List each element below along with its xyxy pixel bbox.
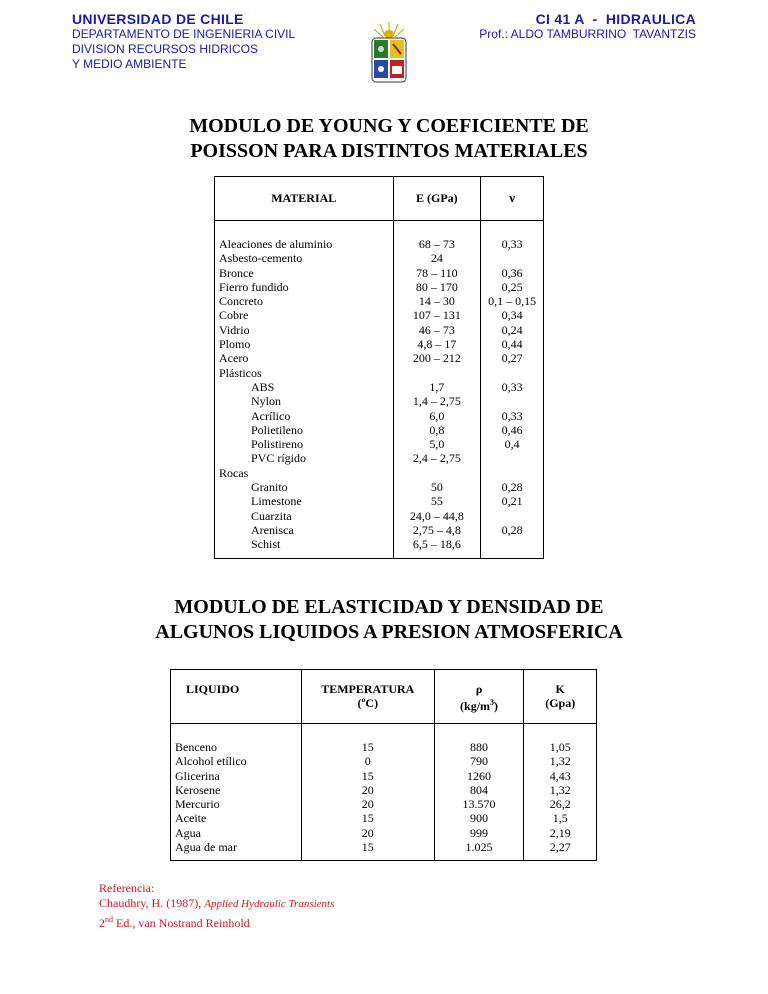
young-modulus-value [394, 366, 481, 380]
division-name: DIVISION RECURSOS HIDRICOS [72, 42, 259, 56]
material-name: Plásticos [219, 365, 262, 380]
poisson-value: 0,4 [504, 437, 520, 452]
bulk-modulus-value: 1,5 [552, 811, 568, 826]
poisson-value: 0,28 [501, 522, 523, 537]
poisson-value: 0,27 [501, 351, 523, 366]
col-header-material: MATERIAL [215, 177, 394, 221]
poisson-value: 0,46 [501, 422, 523, 437]
young-modulus-value: 5,0 [429, 437, 445, 452]
young-modulus-value: 68 – 73 [418, 237, 455, 251]
young-modulus-value: 24 [430, 251, 443, 266]
temperature-value: 20 [361, 797, 374, 812]
young-modulus-table [214, 176, 544, 559]
poisson-value [481, 451, 543, 465]
environment-name: Y MEDIO AMBIENTE [72, 57, 187, 71]
poisson-value: 0,24 [501, 322, 523, 337]
material-name: Acrílico [251, 408, 291, 423]
reference-label: Referencia: [99, 881, 155, 895]
table2-title-line2: ALGUNOS LIQUIDOS A PRESION ATMOSFERICA [155, 621, 623, 643]
temperature-value: 15 [361, 840, 374, 855]
poisson-value: 0,33 [501, 237, 523, 251]
header-left [72, 11, 296, 72]
course-code: CI 41 A - HIDRAULICA [535, 11, 696, 27]
young-modulus-value: 1,7 [429, 379, 445, 394]
young-modulus-value [394, 466, 481, 480]
col-header-bulk-modulus [524, 670, 597, 724]
professor-name: Prof.: ALDO TAMBURRINO TAVANTZIS [479, 27, 696, 41]
density-unit: $(kg/m^3)$ [460, 698, 499, 714]
poisson-value: 0,33 [501, 379, 523, 394]
material-name: Polistireno [251, 437, 304, 452]
density-value: 804 [470, 782, 489, 797]
poisson-value: 0,25 [501, 279, 523, 294]
bulk-modulus-value: 4,43 [549, 768, 571, 783]
poisson-value [481, 509, 543, 523]
density-value: 13.570 [462, 797, 496, 812]
young-modulus-value: 24,0 – 44,8 [409, 508, 464, 523]
density-value: 900 [470, 811, 489, 826]
density-value: 1.025 [465, 840, 493, 855]
bulk-modulus-value: 2,19 [549, 825, 571, 840]
liquid-name: Benceno [175, 740, 217, 754]
poisson-value: 0,21 [501, 494, 523, 509]
poisson-value: 0,28 [501, 480, 523, 495]
poisson-value [481, 394, 543, 408]
bulk-modulus-value: 1,32 [549, 754, 571, 769]
poisson-value: 0,44 [501, 337, 523, 352]
table1-title [0, 114, 768, 164]
young-modulus-value: 0,8 [429, 422, 445, 437]
material-name: Acero [219, 351, 249, 366]
table1-nu-col [481, 221, 544, 559]
poisson-value [481, 466, 543, 480]
liquid-name: Glicerina [175, 768, 220, 783]
bulk-modulus-value: 1,32 [549, 782, 571, 797]
liquids-table [170, 669, 597, 861]
young-modulus-value: 2,75 – 4,8 [412, 522, 461, 537]
table2-density-col [434, 724, 524, 861]
reference-book-title: Applied Hydraulic Transients [204, 898, 335, 910]
table1-title-line2: POISSON PARA DISTINTOS MATERIALES [190, 140, 588, 162]
reference-block [99, 881, 334, 931]
poisson-value [481, 366, 543, 380]
material-name: Asbesto-cemento [219, 251, 303, 266]
poisson-value [481, 537, 543, 551]
material-name: Vidrio [219, 322, 250, 337]
temperature-value: 20 [361, 825, 374, 840]
poisson-value: 0,34 [501, 308, 523, 323]
poisson-value [481, 251, 543, 265]
material-name: ABS [251, 379, 275, 394]
material-name: Concreto [219, 294, 263, 309]
young-modulus-value: 107 – 131 [412, 308, 461, 323]
young-modulus-value: 6,5 – 18,6 [412, 537, 461, 552]
young-modulus-value: 200 – 212 [412, 351, 461, 366]
density-value: 790 [470, 754, 489, 769]
young-modulus-value: 14 – 30 [418, 294, 455, 309]
university-name: UNIVERSIDAD DE CHILE [72, 11, 244, 27]
bulk-modulus-value: 2,27 [549, 840, 571, 855]
liquid-name: Alcohol etílico [175, 754, 247, 769]
col-header-e: E (GPa) [393, 177, 481, 221]
liquid-name: Kerosene [175, 782, 221, 797]
table2-title [0, 595, 768, 645]
temperature-value: 0 [364, 754, 371, 769]
temperature-label: TEMPERATURA [321, 682, 415, 696]
young-modulus-value: 6,0 [429, 408, 445, 423]
material-name: Plomo [219, 337, 251, 352]
poisson-value: 0,33 [501, 408, 523, 423]
col-header-nu: ν [481, 177, 544, 221]
young-modulus-value: 2,4 – 2,75 [412, 451, 461, 466]
department-name: DEPARTAMENTO DE INGENIERIA CIVIL [72, 27, 296, 41]
young-modulus-value: 46 – 73 [418, 322, 455, 337]
material-name: Cobre [219, 308, 249, 323]
liquid-name: Mercurio [175, 797, 220, 812]
col-header-liquid: LIQUIDO [171, 670, 302, 724]
liquid-name: Agua de mar [175, 840, 237, 855]
table1-material-col [215, 221, 394, 559]
table1-header-row [215, 177, 544, 221]
material-name: Polietileno [251, 422, 303, 437]
temperature-value: 15 [361, 768, 374, 783]
table2-body-row [171, 724, 597, 861]
table2-liquid-col [171, 724, 302, 861]
material-name: Aleaciones de aluminio [219, 237, 333, 251]
temperature-unit: (ºC) [357, 696, 379, 711]
young-modulus-value: 1,4 – 2,75 [412, 394, 461, 409]
bulk-modulus-value: 1,05 [549, 740, 571, 754]
young-modulus-value: 50 [430, 480, 443, 495]
temperature-value: 20 [361, 782, 374, 797]
table2-header-row [171, 670, 597, 724]
col-header-temperature [301, 670, 434, 724]
bulk-modulus-value: 26,2 [549, 797, 571, 812]
material-name: Schist [251, 537, 281, 552]
material-name: Arenisca [251, 522, 294, 537]
bulk-modulus-unit: (Gpa) [545, 696, 576, 711]
material-name: Bronce [219, 265, 254, 280]
reference-edition: 2nd Ed., van Nostrand Reinhold [99, 915, 250, 930]
temperature-value: 15 [361, 811, 374, 826]
poisson-value: 0,36 [501, 265, 523, 280]
table1-title-line1: MODULO DE YOUNG Y COEFICIENTE DE [189, 115, 589, 137]
table2-temp-col [301, 724, 434, 861]
density-value: 880 [470, 740, 489, 754]
material-name: Cuarzita [251, 508, 292, 523]
young-modulus-value: 4,8 – 17 [417, 337, 457, 352]
density-value: 1260 [467, 768, 492, 783]
young-modulus-value: 55 [430, 494, 443, 509]
temperature-value: 15 [361, 740, 374, 754]
material-name: Fierro fundido [219, 279, 289, 294]
young-modulus-value: 78 – 110 [416, 265, 458, 280]
material-name: Limestone [251, 494, 302, 509]
table2-title-line1: MODULO DE ELASTICIDAD Y DENSIDAD DE [174, 596, 604, 618]
bulk-modulus-symbol: K [555, 682, 565, 696]
young-modulus-value: 80 – 170 [415, 279, 458, 294]
density-symbol: ρ [475, 682, 483, 696]
header-right [479, 11, 696, 42]
liquid-name: Agua [175, 825, 201, 840]
liquid-name: Aceite [175, 811, 207, 826]
material-name: Nylon [251, 394, 281, 409]
table1-e-col [393, 221, 481, 559]
table2-k-col [524, 724, 597, 861]
university-crest-logo [364, 20, 414, 84]
density-value: 999 [470, 825, 489, 840]
poisson-value: 0,1 – 0,15 [488, 294, 537, 309]
reference-citation: Chaudhry, H. (1987), Applied Hydraulic Transients [99, 896, 335, 910]
material-name: PVC rígido [251, 451, 307, 466]
table1-body-row [215, 221, 544, 559]
material-name: Granito [251, 480, 288, 495]
col-header-density [434, 670, 524, 724]
material-name: Rocas [219, 465, 249, 480]
